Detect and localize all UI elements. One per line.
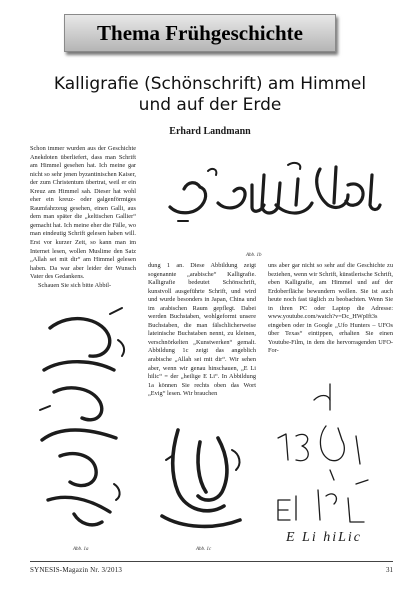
article-title-line-2: und auf der Erde [138,95,282,115]
column-1-text [30,145,136,290]
section-banner [64,14,336,52]
figure-1d-label: E Li hiLic [286,530,363,545]
footer-rule [30,561,393,562]
article-title [30,74,390,116]
figure-1c-calligraphy [148,420,256,542]
figure-1c-caption: Abb. 1c [196,547,212,552]
column-2-text [148,262,256,399]
paragraph-3: dung 1 an. Diese Abbildung zeigt sogenannte „arabische“ Kalligrafie. Kalligrafie bedeutet Schönschrift, kunstvoll ausgeführte Schrift, und wird und wurde besonders in Japan, China und im arabischen Raum gepflegt. Dabei werden Buchstaben, wohlgeformt unsere Buchstaben, die man fälschlicherweise lateinische Buchstaben nennt, zu kleinen, verschnörkelten „Kunstwerken“ gemalt. Abbildung 1c zeigt das angeblich arabische „Allah sei mit dir“. Wir sehen aber, wenn wir genau hinschauen, „E Li hilic“ = der „heilige E Li“. In Abbildung 1a können Sie rechts oben das Wort „Evig“ lesen. Wir brauchen [148,262,256,398]
paragraph-2: Schauen Sie sich bitte Abbil- [38,281,112,289]
article-author: Erhard Landmann [169,126,251,137]
section-banner-label: Thema Frühgeschichte [97,21,303,45]
figure-1a [30,300,136,545]
figure-1a-caption: Abb. 1a [73,547,89,552]
figure-1b [148,145,393,235]
paragraph-4: uns aber gar nicht so sehr auf die Geschichte zu beziehen, wenn wir Schrift, künstlerische Schrift, eben Kalligrafie, am Himmel und auf der Erdoberfläche bewundern wollen. Sie ist auch heute noch fast täglich zu beobachten. Wenn Sie in ihren PC oder Laptop die Adresse: www.youtube.com/watch?v=Dc_HWpIft3s eingeben oder in Google „Ufo Hunters – UFOs über Texas“ eintippen, erhalten Sie einen Youtube-Film, in dem die hervorragenden UFO-For- [268,262,393,355]
column-3-text [268,262,393,356]
article-title-line-1: Kalligrafie (Schönschrift) am Himmel [53,74,367,94]
figure-1a-calligraphy [30,300,136,545]
paragraph-1: Schon immer wurden aus der Geschichte Anekdoten überliefert, dass man Schrift am Himmel gesehen hat. Ich meine gar nicht so sehr jenen byzantinischen Kaiser, der zum Christentum übertrat, weil er ein Kreuz am Himmel sah. Dieser hat wohl eher ein kreuz- oder galgenförmiges Raumfahrzeug gesehen, einen Galli, aus dem man später die „keltischen Gallier“ gemacht hat. Ich meine eher die Fälle, wo man eindeutig Schrift gelesen haben will. Erst vor kurzer Zeit, so kann man im Internet lesen, wollen Muslime den Satz „Allah sei mit dir“ am Himmel gelesen haben. Da war aber leider der Wunsch Vater des Gedankens. [30,145,136,281]
figure-1c [148,420,256,542]
figure-1d-sketch [268,380,393,550]
figure-1b-caption-label: Abb. 1b [246,253,262,258]
figure-1b-calligraphy [148,145,393,235]
figure-1d [268,380,393,550]
page-number: 31 [386,566,393,574]
footer-magazine: SYNESIS-Magazin Nr. 3/2013 [30,566,123,574]
